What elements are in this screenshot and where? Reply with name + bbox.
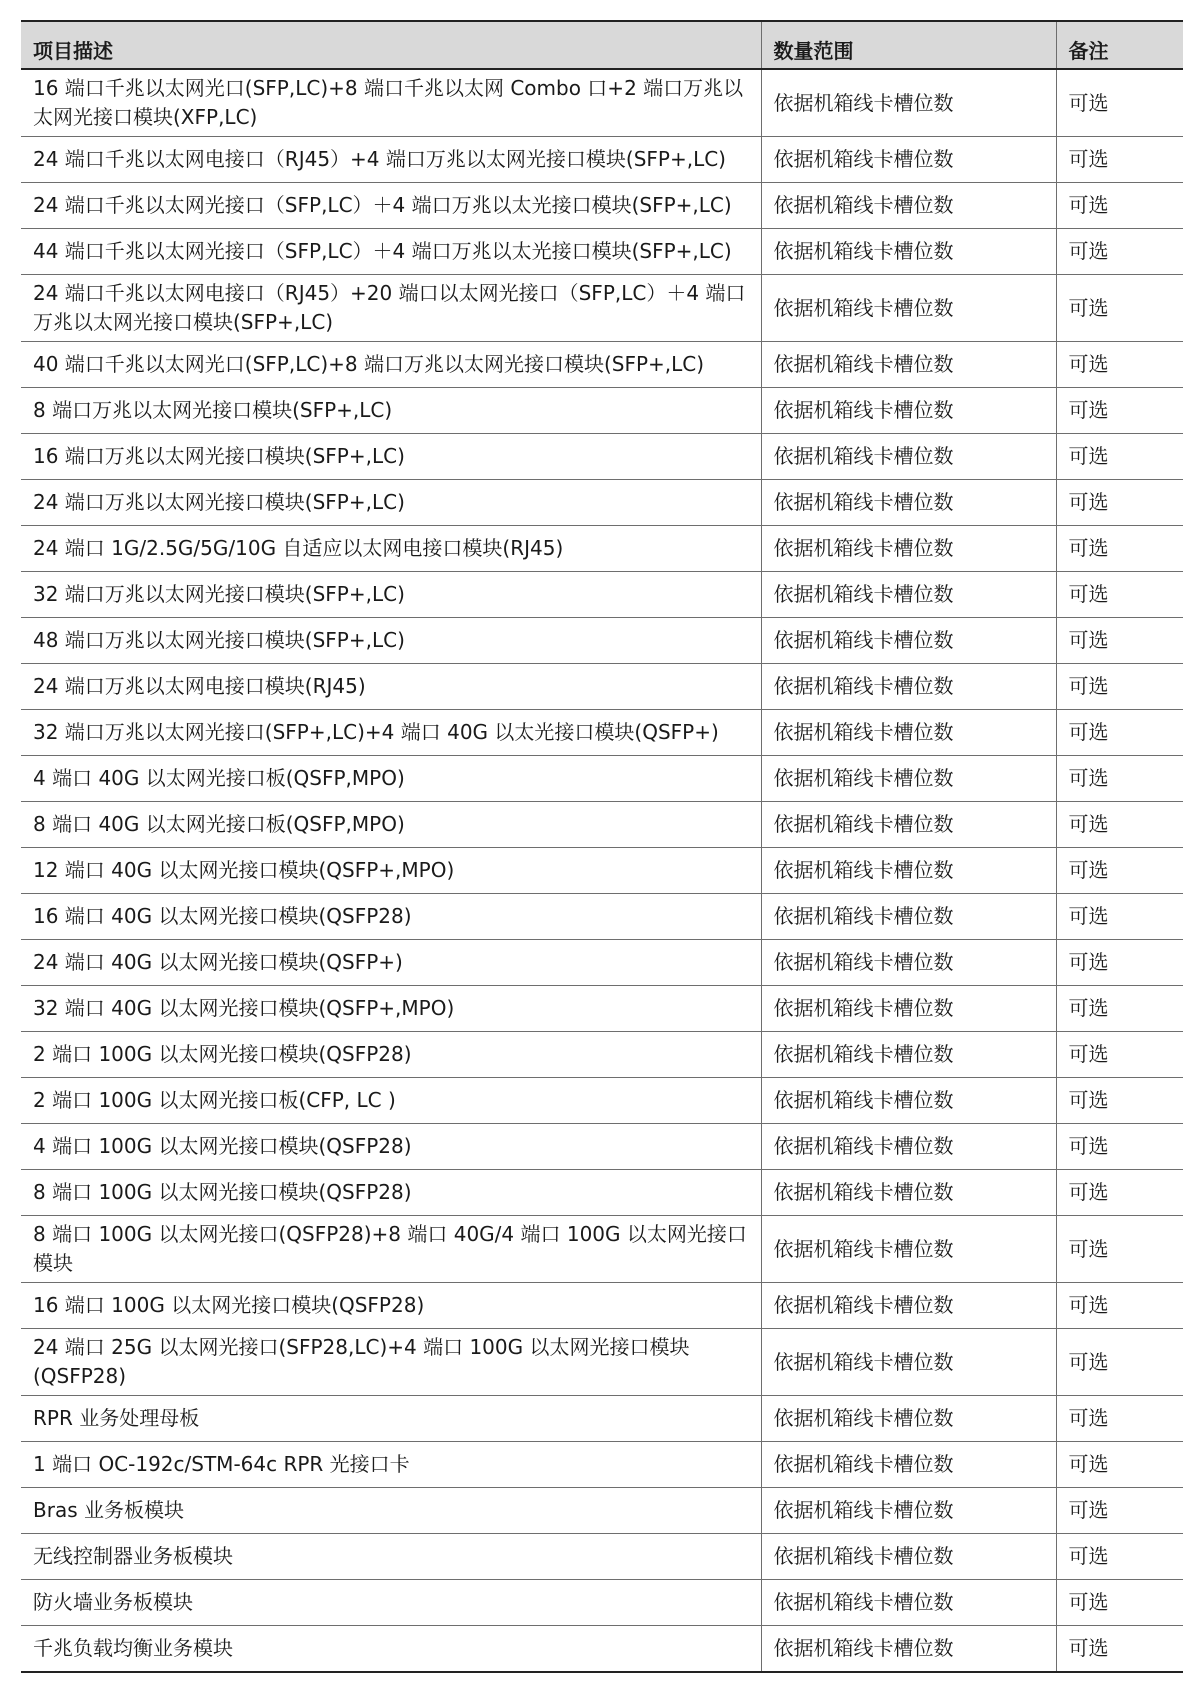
table-row <box>21 1488 1183 1534</box>
cell-quantity-range: 依据机箱线卡槽位数 <box>761 69 1056 137</box>
table-row <box>21 802 1183 848</box>
cell-item-description: 24 端口 40G 以太网光接口模块(QSFP+) <box>21 940 761 986</box>
cell-item-description: 8 端口万兆以太网光接口模块(SFP+,LC) <box>21 388 761 434</box>
cell-item-description: 8 端口 40G 以太网光接口板(QSFP,MPO) <box>21 802 761 848</box>
cell-quantity-range: 依据机箱线卡槽位数 <box>761 1626 1056 1673</box>
table-row <box>21 1124 1183 1170</box>
table-row <box>21 480 1183 526</box>
cell-quantity-range: 依据机箱线卡槽位数 <box>761 848 1056 894</box>
table-row <box>21 756 1183 802</box>
cell-quantity-range: 依据机箱线卡槽位数 <box>761 137 1056 183</box>
table-row <box>21 710 1183 756</box>
table-row <box>21 1626 1183 1673</box>
table-row <box>21 137 1183 183</box>
header-remark: 备注 <box>1056 21 1183 69</box>
cell-item-description: 2 端口 100G 以太网光接口板(CFP, LC ) <box>21 1078 761 1124</box>
cell-remark: 可选 <box>1056 275 1183 342</box>
cell-remark: 可选 <box>1056 1626 1183 1673</box>
table-row <box>21 1032 1183 1078</box>
cell-quantity-range: 依据机箱线卡槽位数 <box>761 1216 1056 1283</box>
table-row <box>21 1442 1183 1488</box>
table-row <box>21 1534 1183 1580</box>
cell-remark: 可选 <box>1056 137 1183 183</box>
cell-remark: 可选 <box>1056 1170 1183 1216</box>
table-row <box>21 848 1183 894</box>
cell-remark: 可选 <box>1056 618 1183 664</box>
table-body <box>21 69 1183 1672</box>
cell-item-description: 24 端口 25G 以太网光接口(SFP28,LC)+4 端口 100G 以太网光接口模块(QSFP28) <box>21 1329 761 1396</box>
cell-remark: 可选 <box>1056 1396 1183 1442</box>
cell-item-description: 24 端口千兆以太网电接口（RJ45）+20 端口以太网光接口（SFP,LC）＋4 端口万兆以太网光接口模块(SFP+,LC) <box>21 275 761 342</box>
cell-item-description: 48 端口万兆以太网光接口模块(SFP+,LC) <box>21 618 761 664</box>
cell-remark: 可选 <box>1056 1283 1183 1329</box>
table-row <box>21 388 1183 434</box>
table-row <box>21 940 1183 986</box>
table-row <box>21 434 1183 480</box>
cell-quantity-range: 依据机箱线卡槽位数 <box>761 756 1056 802</box>
cell-item-description: 24 端口千兆以太网电接口（RJ45）+4 端口万兆以太网光接口模块(SFP+,LC) <box>21 137 761 183</box>
spec-table <box>21 20 1183 1673</box>
cell-item-description: 44 端口千兆以太网光接口（SFP,LC）＋4 端口万兆以太光接口模块(SFP+,LC) <box>21 229 761 275</box>
cell-remark: 可选 <box>1056 894 1183 940</box>
cell-item-description: 2 端口 100G 以太网光接口模块(QSFP28) <box>21 1032 761 1078</box>
cell-remark: 可选 <box>1056 342 1183 388</box>
cell-quantity-range: 依据机箱线卡槽位数 <box>761 526 1056 572</box>
cell-quantity-range: 依据机箱线卡槽位数 <box>761 1078 1056 1124</box>
table-row <box>21 618 1183 664</box>
cell-quantity-range: 依据机箱线卡槽位数 <box>761 1442 1056 1488</box>
table-row <box>21 69 1183 137</box>
table-row <box>21 894 1183 940</box>
table-header-row <box>21 21 1183 69</box>
cell-remark: 可选 <box>1056 1078 1183 1124</box>
cell-item-description: 无线控制器业务板模块 <box>21 1534 761 1580</box>
cell-quantity-range: 依据机箱线卡槽位数 <box>761 183 1056 229</box>
cell-quantity-range: 依据机箱线卡槽位数 <box>761 342 1056 388</box>
table-row <box>21 572 1183 618</box>
cell-item-description: RPR 业务处理母板 <box>21 1396 761 1442</box>
cell-remark: 可选 <box>1056 229 1183 275</box>
cell-quantity-range: 依据机箱线卡槽位数 <box>761 229 1056 275</box>
cell-remark: 可选 <box>1056 710 1183 756</box>
cell-remark: 可选 <box>1056 480 1183 526</box>
cell-quantity-range: 依据机箱线卡槽位数 <box>761 572 1056 618</box>
cell-item-description: 24 端口万兆以太网光接口模块(SFP+,LC) <box>21 480 761 526</box>
cell-quantity-range: 依据机箱线卡槽位数 <box>761 1488 1056 1534</box>
cell-item-description: 1 端口 OC-192c/STM-64c RPR 光接口卡 <box>21 1442 761 1488</box>
cell-quantity-range: 依据机箱线卡槽位数 <box>761 275 1056 342</box>
table-row <box>21 275 1183 342</box>
cell-remark: 可选 <box>1056 756 1183 802</box>
cell-quantity-range: 依据机箱线卡槽位数 <box>761 1396 1056 1442</box>
table-row <box>21 1580 1183 1626</box>
table-row <box>21 664 1183 710</box>
cell-quantity-range: 依据机箱线卡槽位数 <box>761 1329 1056 1396</box>
cell-item-description: 16 端口 100G 以太网光接口模块(QSFP28) <box>21 1283 761 1329</box>
cell-remark: 可选 <box>1056 388 1183 434</box>
cell-item-description: 16 端口 40G 以太网光接口模块(QSFP28) <box>21 894 761 940</box>
cell-remark: 可选 <box>1056 1442 1183 1488</box>
cell-remark: 可选 <box>1056 572 1183 618</box>
cell-remark: 可选 <box>1056 1580 1183 1626</box>
cell-item-description: 4 端口 40G 以太网光接口板(QSFP,MPO) <box>21 756 761 802</box>
cell-item-description: 16 端口千兆以太网光口(SFP,LC)+8 端口千兆以太网 Combo 口+2 端口万兆以太网光接口模块(XFP,LC) <box>21 69 761 137</box>
cell-quantity-range: 依据机箱线卡槽位数 <box>761 894 1056 940</box>
cell-remark: 可选 <box>1056 1216 1183 1283</box>
cell-item-description: 8 端口 100G 以太网光接口(QSFP28)+8 端口 40G/4 端口 100G 以太网光接口模块 <box>21 1216 761 1283</box>
table-row <box>21 342 1183 388</box>
cell-item-description: 12 端口 40G 以太网光接口模块(QSFP+,MPO) <box>21 848 761 894</box>
cell-item-description: 32 端口万兆以太网光接口(SFP+,LC)+4 端口 40G 以太光接口模块(QSFP+) <box>21 710 761 756</box>
cell-item-description: 24 端口 1G/2.5G/5G/10G 自适应以太网电接口模块(RJ45) <box>21 526 761 572</box>
cell-item-description: 40 端口千兆以太网光口(SFP,LC)+8 端口万兆以太网光接口模块(SFP+,LC) <box>21 342 761 388</box>
cell-item-description: 8 端口 100G 以太网光接口模块(QSFP28) <box>21 1170 761 1216</box>
table-row <box>21 183 1183 229</box>
header-item-description: 项目描述 <box>21 21 761 69</box>
cell-item-description: 防火墙业务板模块 <box>21 1580 761 1626</box>
table-row <box>21 1078 1183 1124</box>
cell-remark: 可选 <box>1056 940 1183 986</box>
table-row <box>21 1283 1183 1329</box>
cell-remark: 可选 <box>1056 1534 1183 1580</box>
table-row <box>21 526 1183 572</box>
table-row <box>21 986 1183 1032</box>
cell-remark: 可选 <box>1056 183 1183 229</box>
cell-item-description: 32 端口 40G 以太网光接口模块(QSFP+,MPO) <box>21 986 761 1032</box>
cell-remark: 可选 <box>1056 1124 1183 1170</box>
table-row <box>21 229 1183 275</box>
cell-remark: 可选 <box>1056 986 1183 1032</box>
cell-item-description: 4 端口 100G 以太网光接口模块(QSFP28) <box>21 1124 761 1170</box>
cell-remark: 可选 <box>1056 1032 1183 1078</box>
cell-remark: 可选 <box>1056 848 1183 894</box>
cell-quantity-range: 依据机箱线卡槽位数 <box>761 664 1056 710</box>
cell-remark: 可选 <box>1056 1329 1183 1396</box>
table-row <box>21 1170 1183 1216</box>
table-row <box>21 1216 1183 1283</box>
cell-item-description: 千兆负载均衡业务模块 <box>21 1626 761 1673</box>
cell-quantity-range: 依据机箱线卡槽位数 <box>761 1170 1056 1216</box>
header-quantity-range: 数量范围 <box>761 21 1056 69</box>
cell-quantity-range: 依据机箱线卡槽位数 <box>761 388 1056 434</box>
cell-quantity-range: 依据机箱线卡槽位数 <box>761 1283 1056 1329</box>
cell-quantity-range: 依据机箱线卡槽位数 <box>761 618 1056 664</box>
cell-remark: 可选 <box>1056 434 1183 480</box>
cell-remark: 可选 <box>1056 1488 1183 1534</box>
table-row <box>21 1396 1183 1442</box>
cell-item-description: Bras 业务板模块 <box>21 1488 761 1534</box>
cell-quantity-range: 依据机箱线卡槽位数 <box>761 1032 1056 1078</box>
cell-quantity-range: 依据机箱线卡槽位数 <box>761 480 1056 526</box>
cell-quantity-range: 依据机箱线卡槽位数 <box>761 434 1056 480</box>
cell-remark: 可选 <box>1056 664 1183 710</box>
cell-quantity-range: 依据机箱线卡槽位数 <box>761 1580 1056 1626</box>
cell-remark: 可选 <box>1056 526 1183 572</box>
cell-quantity-range: 依据机箱线卡槽位数 <box>761 802 1056 848</box>
cell-remark: 可选 <box>1056 69 1183 137</box>
cell-quantity-range: 依据机箱线卡槽位数 <box>761 710 1056 756</box>
cell-item-description: 32 端口万兆以太网光接口模块(SFP+,LC) <box>21 572 761 618</box>
table-row <box>21 1329 1183 1396</box>
cell-quantity-range: 依据机箱线卡槽位数 <box>761 1124 1056 1170</box>
cell-remark: 可选 <box>1056 802 1183 848</box>
cell-quantity-range: 依据机箱线卡槽位数 <box>761 986 1056 1032</box>
cell-quantity-range: 依据机箱线卡槽位数 <box>761 1534 1056 1580</box>
cell-item-description: 24 端口千兆以太网光接口（SFP,LC）＋4 端口万兆以太光接口模块(SFP+,LC) <box>21 183 761 229</box>
cell-item-description: 24 端口万兆以太网电接口模块(RJ45) <box>21 664 761 710</box>
cell-quantity-range: 依据机箱线卡槽位数 <box>761 940 1056 986</box>
cell-item-description: 16 端口万兆以太网光接口模块(SFP+,LC) <box>21 434 761 480</box>
